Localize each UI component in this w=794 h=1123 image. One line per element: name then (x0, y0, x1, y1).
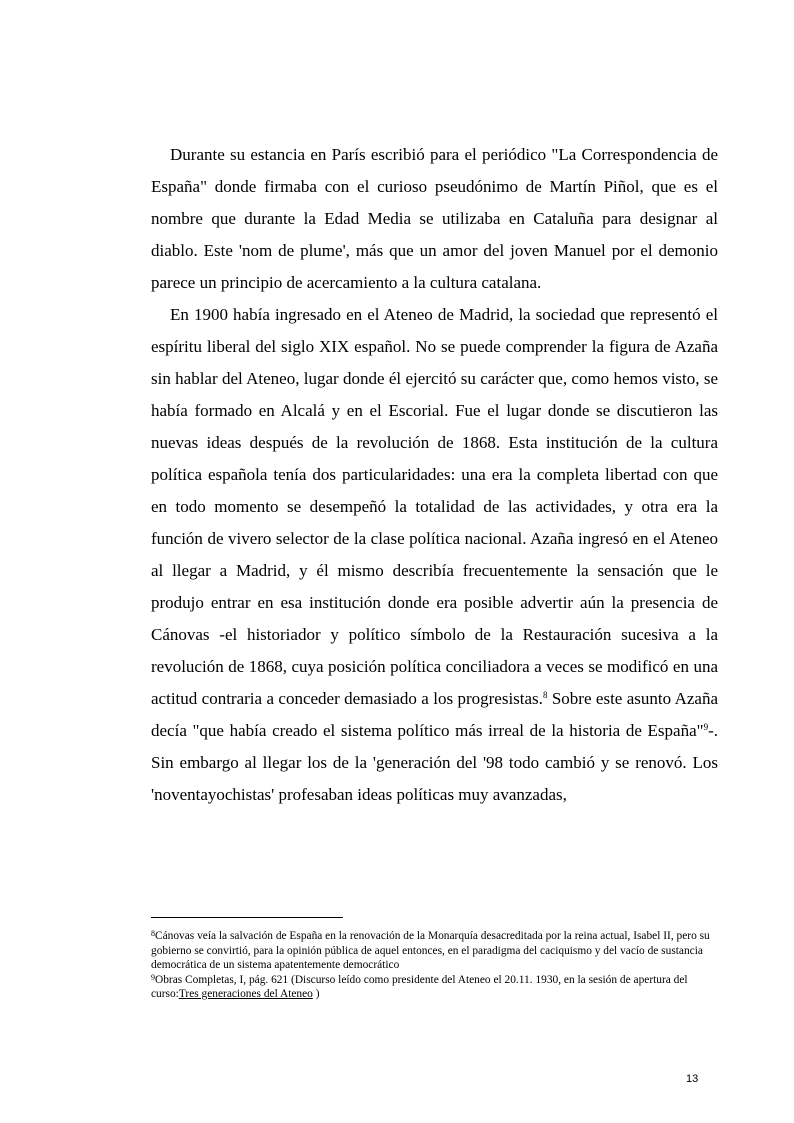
footnote-8 (151, 929, 718, 973)
footnote-text-end: ) (312, 988, 320, 1000)
footnote-separator (151, 917, 343, 918)
paragraph-text: En 1900 había ingresado en el Ateneo de Madrid, la sociedad que representó el espíritu liberal del siglo XIX español. No se puede comprender la figura de Azaña sin hablar del Ateneo, lugar donde él ejercitó su carácter que, como hemos visto, se había formado en Alcalá y en el Escorial. Fue el lugar donde se discutieron las nuevas ideas después de la revolución de 1868. Esta institución de la cultura política española tenía dos particularidades: una era la completa libertad con que en todo momento se desempeñó la totalidad de las actividades, y otra era la función de vivero selector de la clase política nacional. Azaña ingresó en el Ateneo al llegar a Madrid, y él mismo describía frecuentemente la sensación que le produjo entrar en esa institución donde era posible advertir aún la presencia de Cánovas -el historiador y político símbolo de la Restauración sucesiva a la revolución de 1868, cuya posición política conciliadora a veces se modificó en una actitud contraria a conceder demasiado a los progresistas. (151, 305, 718, 708)
footnote-ref-8[interactable]: 8 (542, 690, 548, 700)
paragraph-text: -. Sin embargo al llegar los de la 'generación del '98 todo cambió y se renovó. Los 'noventayochistas' profesaban ideas políticas muy avanzadas, (151, 721, 718, 804)
footnote-number: 9 (151, 972, 155, 982)
footnote-text: Cánovas veía la salvación de España en la renovación de la Monarquía desacreditada por la reina actual, Isabel II, pero su gobierno se convirtió, para la opinión pública de aquel entonces, en el paradigma del caciquismo y del vacío de sustancia democrática de un sistema apatentemente democrático (151, 930, 710, 971)
footnote-ref-9[interactable]: 9 (703, 722, 709, 732)
body-text (151, 139, 718, 811)
footnote-text: Obras Completas, I, pág. 621 (Discurso leído como presidente del Ateneo el 20.11. 1930, en la sesión de apertura del curso: (151, 973, 688, 1000)
paragraph-text: Durante su estancia en París escribió para el periódico "La Correspondencia de España" donde firmaba con el curioso pseudónimo de Martín Piñol, que es el nombre que durante la Edad Media se utilizaba en Cataluña para designar al diablo. Este 'nom de plume', más que un amor del joven Manuel por el demonio parece un principio de acercamiento a la cultura catalana. (151, 145, 718, 292)
paragraph-text: Sobre este asunto Azaña decía "que había creado el sistema político más irreal de la historia de España" (151, 689, 719, 740)
footnote-number: 8 (151, 929, 155, 938)
paragraph-ateneo (151, 299, 718, 811)
footnote-9 (151, 973, 718, 1002)
footnotes (151, 929, 718, 1002)
paragraph-paris (151, 139, 718, 299)
footnote-link[interactable]: Tres generaciones del Ateneo (178, 988, 313, 1000)
page-number: 13 (686, 1073, 699, 1085)
